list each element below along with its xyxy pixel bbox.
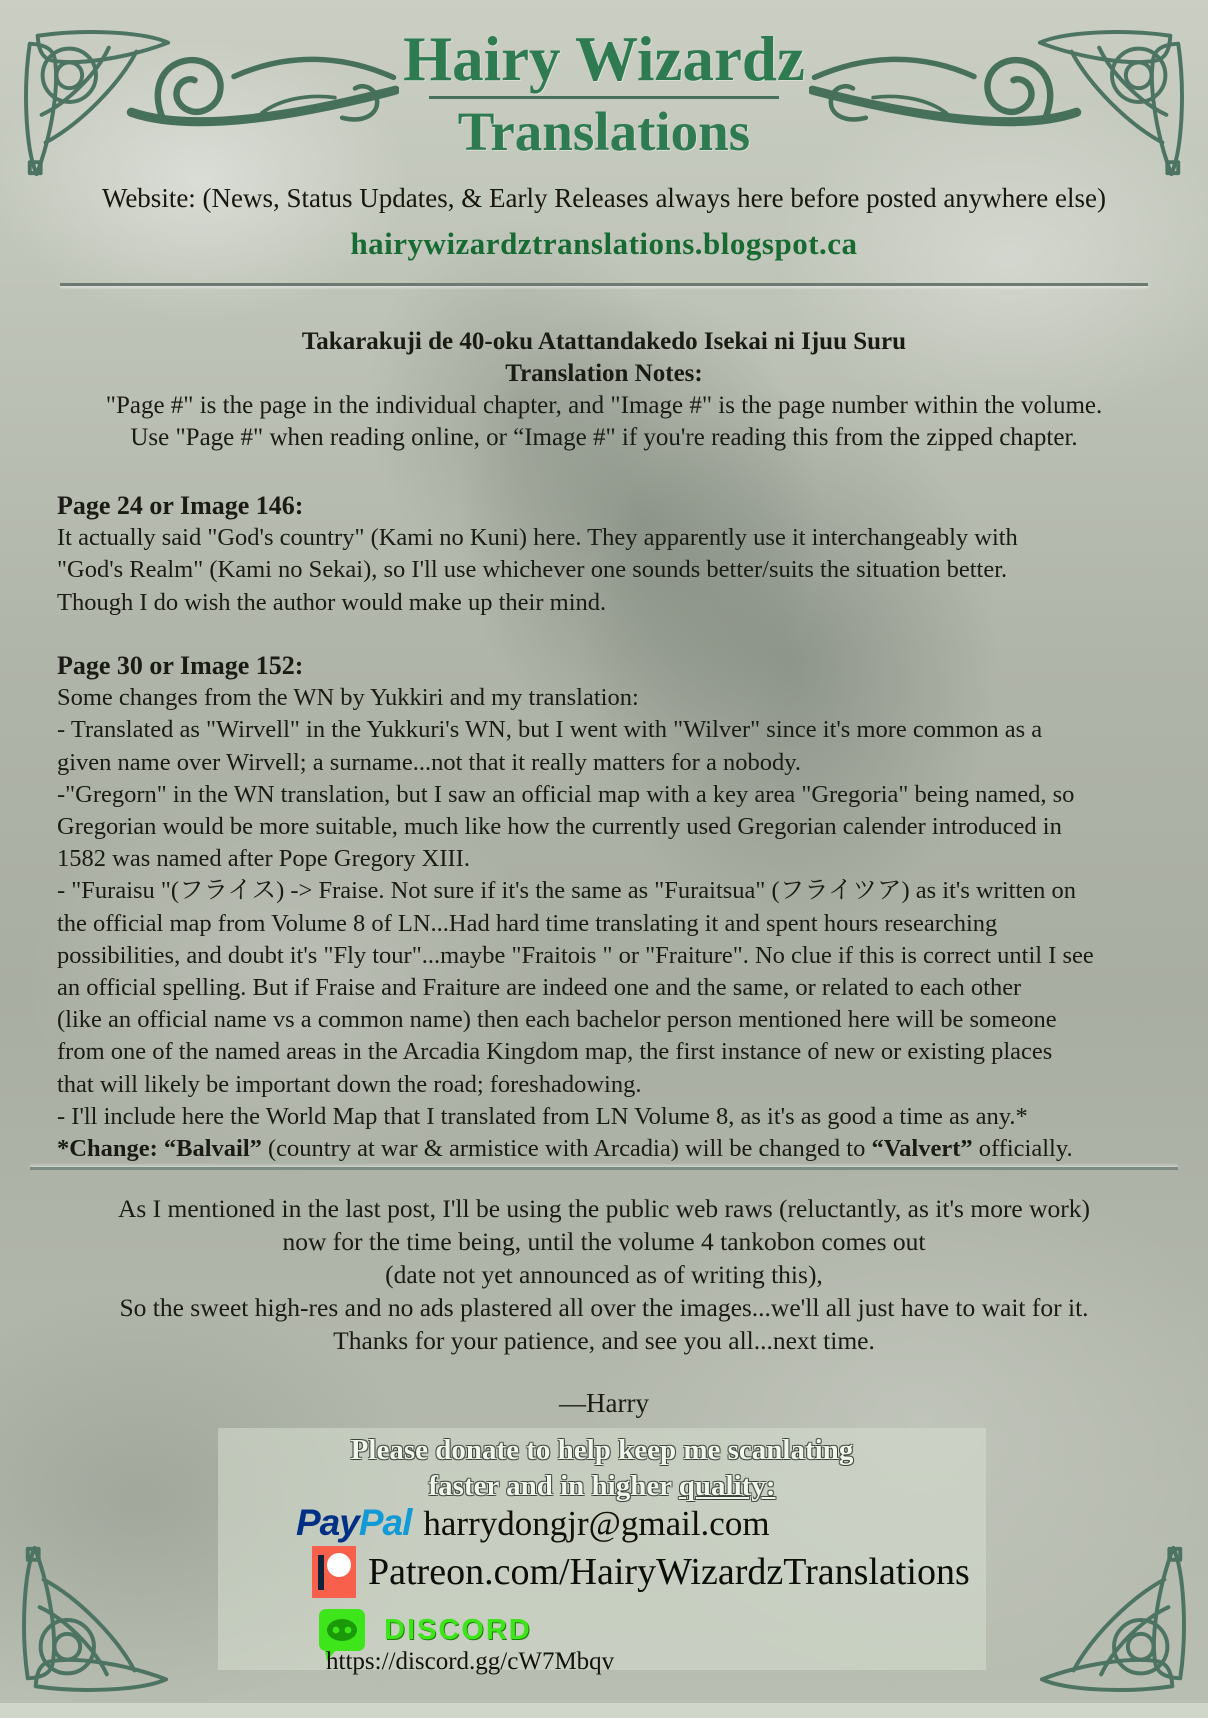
section-heading: Page 24 or Image 146: [57,491,304,520]
closing-line: So the sweet high-res and no ads plastered all over the images...we'll all just have to wait for it. [119,1293,1089,1322]
patreon-row [312,1546,970,1598]
note-line: Some changes from the WN by Yukkiri and my translation: [57,684,639,712]
note-section-page-24 [57,490,1172,619]
paypal-row [296,1502,770,1544]
note-line: possibilities, and doubt it's "Fly tour"...maybe "Fraitois " or "Fraiture". No clue if this is correct until I see [57,941,1094,969]
old-name: “Balvail” [163,1135,262,1163]
discord-row [318,1608,938,1675]
new-name: “Valvert” [871,1135,973,1163]
signature: —Harry [559,1388,649,1418]
intro-line: "Page #" is the page in the individual chapter, and "Image #" is the page number within the volume. [105,392,1103,419]
change-label: *Change: [57,1135,164,1163]
note-line: 1582 was named after Pope Gregory XIII. [57,845,470,873]
paypal-email[interactable]: harrydongjr@gmail.com [423,1504,770,1543]
change-note-line [57,1133,1172,1165]
discord-invite-url[interactable]: https://discord.gg/cW7Mbqv [326,1648,615,1675]
closing-line: As I mentioned in the last post, I'll be using the public web raws (reluctantly, as it's more work) [117,1194,1091,1223]
patreon-icon [312,1546,356,1598]
notes-intro [0,326,1208,454]
series-title: Takarakuji de 40-oku Atattandakedo Isekai ni Ijuu Suru [301,328,907,355]
leaf-swirl-flourish [124,18,399,168]
note-line: Though I do wish the author would make up their mind. [57,588,607,616]
logo-block [0,18,1208,168]
paypal-logo: Pay [296,1502,359,1543]
celtic-corner-ornament [1032,1538,1200,1706]
closing-line: now for the time being, until the volume 4 tankobon comes out [282,1227,926,1256]
note-section-page-30 [57,650,1172,1165]
note-line: from one of the named areas in the Arcadia Kingdom map, the first instance of new or existing places [57,1038,1053,1066]
donate-line1: Please donate to help keep me scanlating [350,1434,854,1466]
note-line: given name over Wirvell; a surname...not that it really matters for a nobody. [57,748,801,776]
note-line: Gregorian would be more suitable, much like how the currently used Gregorian calender introduced in [57,813,1062,841]
closing-line: Thanks for your patience, and see you all...next time. [333,1326,875,1355]
note-line: "God's Realm" (Kami no Sekai), so I'll use whichever one sounds better/suits the situation better. [57,556,1008,584]
donate-box [218,1428,986,1675]
note-line: an official spelling. But if Fraise and Fraiture are indeed one and the same, or related to each other [57,974,1022,1002]
celtic-corner-ornament [8,1538,176,1706]
note-line: the official map from Volume 8 of LN...Had hard time translating it and spent hours researching [57,909,998,937]
logo-text [403,26,805,160]
donate-line2-underlined: quality: [678,1470,776,1502]
donate-line2-text: faster and in higher [428,1470,679,1502]
note-line: - Translated as "Wirvell" in the Yukkuri's WN, but I went with "Wilver" since it's more common as a [57,716,1043,744]
blog-url[interactable]: hairywizardztranslations.blogspot.ca [350,226,858,261]
intro-line: Use "Page #" when reading online, or “Image #" if you're reading this from the zipped chapter. [130,424,1078,451]
header-divider [60,283,1148,286]
note-line: that will likely be important down the road; foreshadowing. [57,1070,642,1098]
section-heading: Page 30 or Image 152: [57,651,304,680]
leaf-swirl-flourish [809,18,1084,168]
translation-notes-label: Translation Notes: [505,360,703,387]
note-line: (like an official name vs a common name) then each bachelor person mentioned here will be someone [57,1006,1057,1034]
discord-wordmark: DISCORD [384,1614,532,1646]
logo-divider-rule [429,96,779,99]
paypal-logo: Pal [358,1502,412,1543]
logo-title-line2: Translations [457,101,751,162]
logo-title-line1: Hairy Wizardz [403,24,805,94]
section-divider [30,1167,1178,1170]
change-text-end: officially. [972,1135,1073,1163]
bottom-edge-strip [0,1703,1208,1718]
change-text: (country at war & armistice with Arcadia) will be changed to [261,1135,872,1163]
note-line: -"Gregorn" in the WN translation, but I saw an official map with a key area "Gregoria" being named, so [57,780,1075,808]
donate-line2 [218,1470,986,1503]
website-note: Website: (News, Status Updates, & Early Releases always here before posted anywhere else) [102,183,1106,213]
patreon-url[interactable]: Patreon.com/HairyWizardzTranslations [368,1551,970,1593]
note-line: - "Furaisu "(フライス) -> Fraise. Not sure if it's the same as "Furaitsua" (フライツア) as it's written on [57,877,1077,905]
closing-message [0,1192,1208,1357]
closing-line: (date not yet announced as of writing this), [385,1260,823,1289]
note-line: It actually said "God's country" (Kami no Kuni) here. They apparently use it interchangeably with [57,524,1018,552]
note-line: - I'll include here the World Map that I translated from LN Volume 8, as it's as good a time as any.* [57,1102,1028,1130]
